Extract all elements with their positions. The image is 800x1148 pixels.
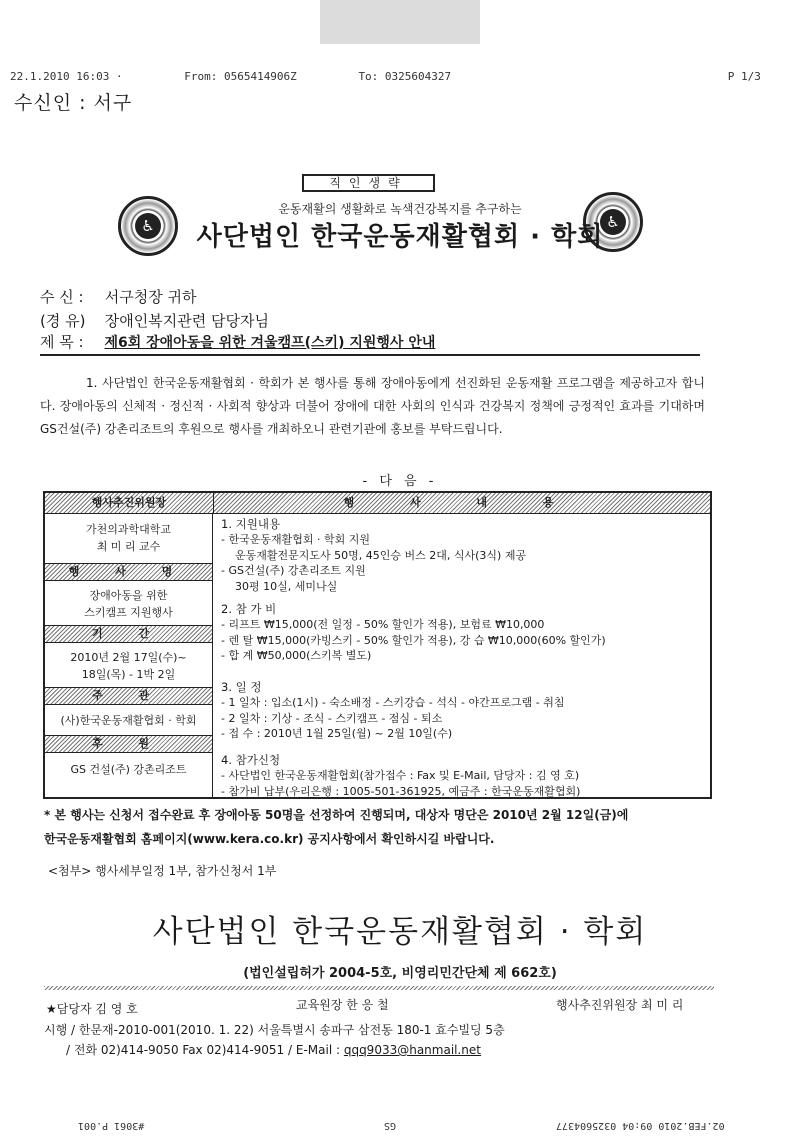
fax-date: 22.1.2010 16:03 · xyxy=(10,70,123,83)
period-line-1: 2010년 2월 17일(수)~ xyxy=(70,651,187,664)
permit-number: (법인설립허가 2004-5호, 비영리민간단체 제 662호) xyxy=(243,966,557,981)
chair-name: 최 미 리 교수 xyxy=(96,540,161,553)
subject-row xyxy=(40,331,700,356)
support-line-1: - 한국운동재활협회 · 학회 지원 xyxy=(221,533,370,547)
footer-divider xyxy=(44,986,714,990)
fax-to: To: 0325604327 xyxy=(358,70,452,83)
sponsor-label: 후 원 xyxy=(45,735,212,753)
contact-phone-fax: / 전화 02)414-9050 Fax 02)414-9051 / E-Mail : xyxy=(66,1043,344,1057)
fax-page: P 1/3 xyxy=(727,70,761,83)
fax-transmission-header xyxy=(10,70,790,83)
addressee-row xyxy=(40,286,197,307)
attachments-line: <첨부> 행사세부일정 1부, 참가신청서 1부 xyxy=(48,864,277,878)
application-heading: 4. 참가신청 xyxy=(221,753,281,767)
chair-affiliation: 가천의과학대학교 xyxy=(85,523,171,536)
support-line-4: 30평 10실, 세미나실 xyxy=(235,579,338,593)
sponsor-section xyxy=(45,753,212,783)
contact-line xyxy=(66,1041,481,1058)
organizer-section xyxy=(45,705,212,735)
table-header-left: 행사추진위원장 xyxy=(45,493,214,513)
period-section xyxy=(45,643,212,687)
addressee-value: 서구청장 귀하 xyxy=(104,288,197,306)
application-section xyxy=(221,753,705,799)
document-number-line: 시행 / 한문재-2010-001(2010. 1. 22) 서울특별시 송파구 삼전동 180-1 효수빌딩 5층 xyxy=(44,1023,505,1037)
fax-footer-mid: GS xyxy=(384,1120,397,1131)
via-label: (경 유) xyxy=(40,312,86,330)
period-line-2: 18일(목) - 1박 2일 xyxy=(81,668,176,681)
signature-row xyxy=(44,996,714,1016)
schedule-line-1: - 1 일차 : 입소(1시) - 숙소배정 - 스키강습 - 석식 - 야간프로그램 - 취침 xyxy=(221,696,565,710)
chair-section xyxy=(45,513,212,563)
schedule-heading: 3. 일 정 xyxy=(221,680,262,694)
org-logo-right-icon: ♿ xyxy=(583,192,643,252)
event-name-line-2: 스키캠프 지원행사 xyxy=(84,606,173,619)
fee-line-1: - 리프트 ₩15,000(전 일정 - 50% 할인가 적용), 보험료 ₩10,000 xyxy=(221,618,545,632)
schedule-line-2: - 2 일차 : 기상 - 조식 - 스키캠프 - 점심 - 퇴소 xyxy=(221,711,443,725)
contact-email-link[interactable]: qqq9033@hanmail.net xyxy=(343,1043,482,1057)
table-header-right: 행 사 내 용 xyxy=(343,496,580,509)
selection-notice xyxy=(44,803,724,851)
event-chair: 행사추진위원장 최 미 리 xyxy=(556,998,684,1012)
fee-line-3: - 합 계 ₩50,000(스키복 별도) xyxy=(221,649,372,663)
schedule-section xyxy=(221,680,705,742)
fee-line-2: - 렌 탈 ₩15,000(카빙스키 - 50% 할인가 적용), 강 습 ₩10,000(60% 할인가) xyxy=(221,633,606,647)
sponsor-value: GS 건설(주) 강촌리조트 xyxy=(70,763,187,776)
fax-footer-left: #3061 P.001 xyxy=(78,1120,145,1131)
support-section xyxy=(221,517,705,594)
issuer-org-name: 사단법인 한국운동재활협회 · 학회 xyxy=(152,914,648,950)
org-slogan: 운동재활의 생활화로 녹색건강복지를 추구하는 xyxy=(278,202,522,216)
org-title: 사단법인 한국운동재활협회 · 학회 xyxy=(196,222,604,252)
organizer-label: 주 관 xyxy=(45,687,212,705)
event-info-table xyxy=(43,491,712,799)
event-name-label: 행 사 명 xyxy=(45,563,212,581)
fee-section xyxy=(221,602,705,664)
fee-heading: 2. 참 가 비 xyxy=(221,602,277,616)
addressee-label: 수 신 : xyxy=(40,288,84,306)
via-value: 장애인복지관련 담당자님 xyxy=(104,312,269,330)
fax-from: From: 0565414906Z xyxy=(184,70,297,83)
application-line-1: - 사단법인 한국운동재활협회(참가접수 : Fax 및 E-Mail, 담당자 : 김 영 호) xyxy=(221,769,580,783)
support-line-3: - GS건설(주) 강촌리조트 지원 xyxy=(221,564,366,578)
notice-line-1: * 본 행사는 신청서 접수완료 후 장애아동 50명을 선정하여 진행되며, 대상자 명단은 2010년 2월 12일(금)에 xyxy=(44,808,629,822)
left-column xyxy=(45,513,213,797)
contact-person: ★담당자 김 영 호 xyxy=(46,1002,138,1016)
org-logo-left-icon: ♿ xyxy=(118,196,178,256)
fax-footer-right: 02.FEB.2010 09:04 0325604377 xyxy=(556,1120,725,1131)
schedule-line-3: - 접 수 : 2010년 1월 25일(월) ~ 2월 10일(수) xyxy=(221,727,453,741)
via-row xyxy=(40,310,269,331)
scan-top-strip xyxy=(320,0,480,44)
organizer-value: (사)한국운동재활협회 · 학회 xyxy=(60,714,197,727)
table-header-row xyxy=(45,493,710,514)
event-name-section xyxy=(45,581,212,625)
application-line-2: - 참가비 납부(우리은행 : 1005-501-361925, 예금주 : 한국운동재활협회) xyxy=(221,784,581,798)
period-label: 기 간 xyxy=(45,625,212,643)
stamp-omitted-box: 직인생략 xyxy=(302,174,435,192)
support-line-2: 운동재활전문지도사 50명, 45인승 버스 2대, 식사(3식) 제공 xyxy=(235,548,527,562)
education-director: 교육원장 한 응 철 xyxy=(296,998,389,1012)
body-paragraph: 1. 사단법인 한국운동재활협회 · 학회가 본 행사를 통해 장애아동에게 선진화된 운동재활 프로그램을 제공하고자 합니다. 장애아동의 신체적 · 정신적 · 사회적 향상과 더불어 장애에 대한 사회의 인식과 건강복지 정책에 긍정적인 효과를 기대하며 GS건설(주) 강촌리조트의 후원으로 행사를 개최하오니 관련기관에 홍보를 부탁드립니다. xyxy=(40,376,705,436)
following-heading: - 다 음 - xyxy=(362,474,438,489)
subject-label: 제 목 : xyxy=(40,333,84,351)
recipient-line: 수신인 : 서구 xyxy=(14,92,133,114)
notice-line-2: 한국운동재활협회 홈페이지(www.kera.co.kr) 공지사항에서 확인하시길 바랍니다. xyxy=(44,832,495,846)
event-name-line-1: 장애아동을 위한 xyxy=(89,589,168,602)
subject-value: 제6회 장애아동을 위한 겨울캠프(스키) 지원행사 안내 xyxy=(104,335,436,351)
support-heading: 1. 지원내용 xyxy=(221,517,281,531)
